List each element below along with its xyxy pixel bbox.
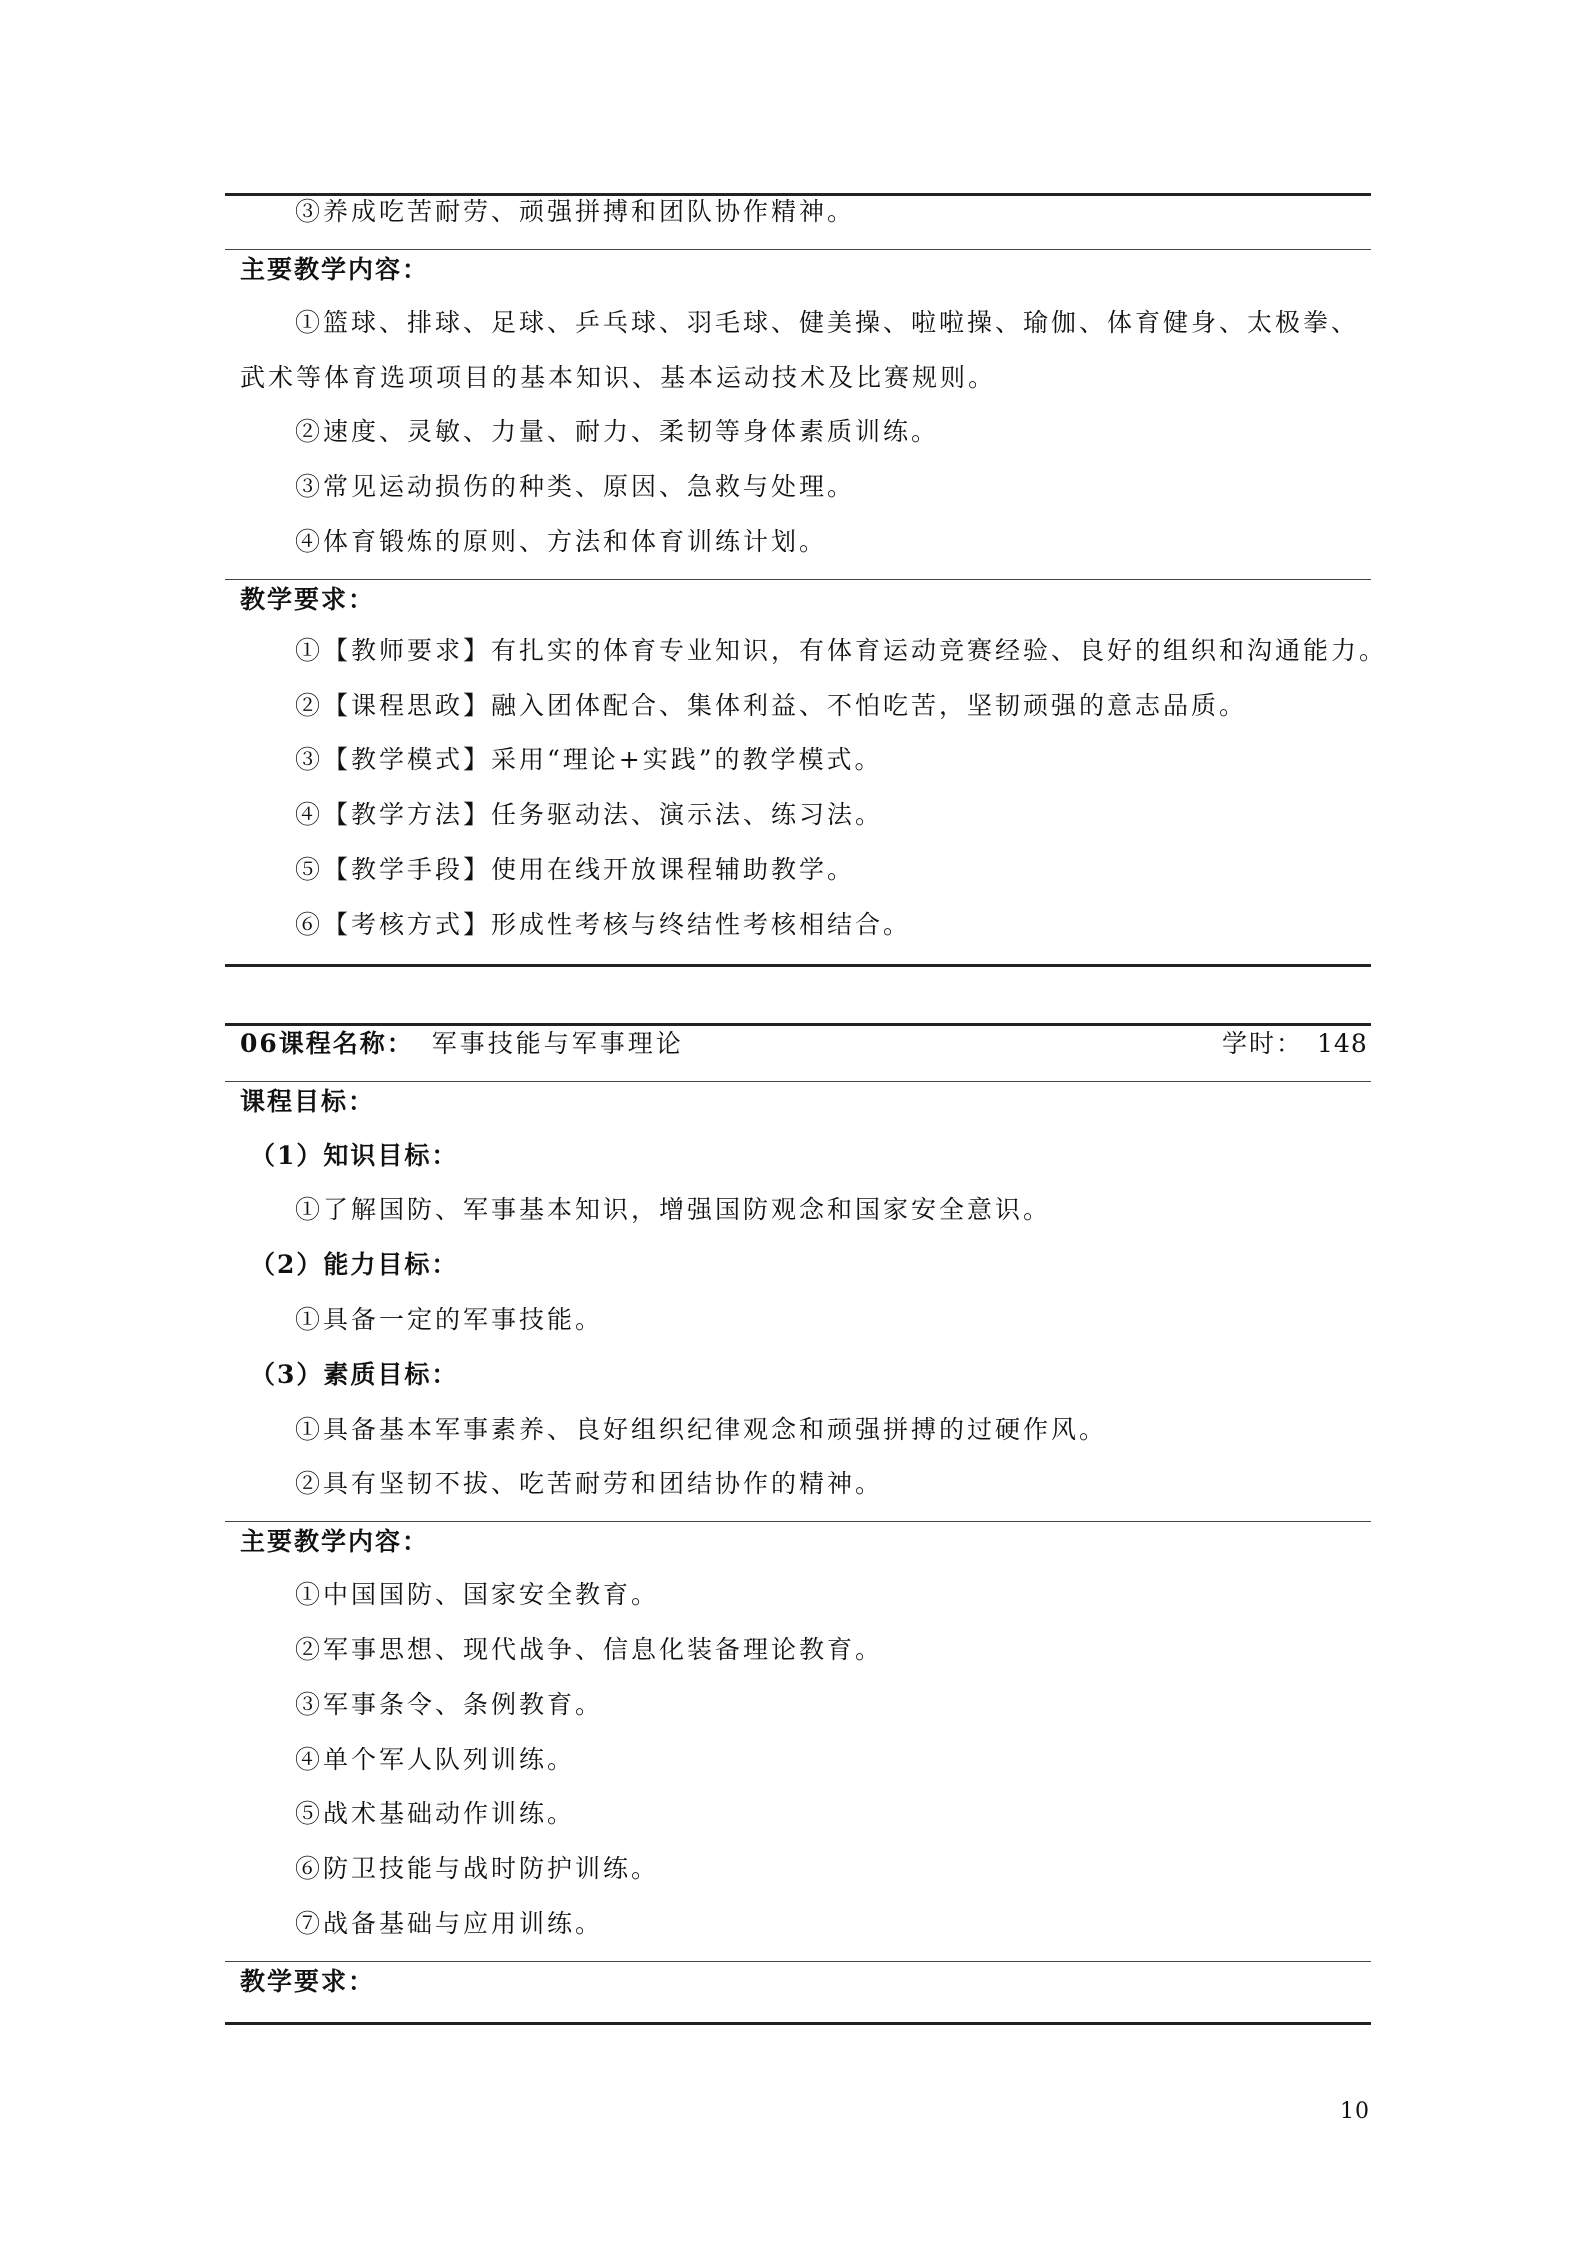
quality-goal-item: ②具有坚韧不拔、吃苦耐劳和团结协作的精神。	[295, 1469, 884, 1498]
page-number: 10	[1340, 2099, 1370, 2124]
hours-label: 学时：	[1222, 1029, 1304, 1058]
divider	[225, 579, 1371, 580]
divider	[225, 1961, 1371, 1962]
content-heading: 主要教学内容：	[240, 1527, 430, 1556]
requirement-item: ①【教师要求】有扎实的体育专业知识，有体育运动竞赛经验、良好的组织和沟通能力。	[295, 636, 1388, 665]
course-hours	[1222, 1027, 1368, 1061]
content-heading: 主要教学内容：	[240, 255, 430, 284]
requirement-item: ⑤【教学手段】使用在线开放课程辅助教学。	[295, 855, 856, 884]
content-item: ③军事条令、条例教育。	[295, 1690, 604, 1719]
course-title	[240, 1027, 684, 1061]
content-item-continuation: 武术等体育选项项目的基本知识、基本运动技术及比赛规则。	[240, 363, 997, 392]
ability-goals-heading: （2）能力目标：	[250, 1250, 459, 1279]
content-item: ①中国国防、国家安全教育。	[295, 1580, 660, 1609]
quality-goal-item: ①具备基本军事素养、良好组织纪律观念和顽强拼搏的过硬作风。	[295, 1415, 1108, 1444]
content-item: ⑤战术基础动作训练。	[295, 1799, 576, 1828]
hours-value: 148	[1317, 1029, 1368, 1058]
quality-goals-heading: （3）素质目标：	[250, 1360, 459, 1389]
top-border	[225, 1023, 1371, 1026]
requirement-item: ②【课程思政】融入团体配合、集体利益、不怕吃苦，坚韧顽强的意志品质。	[295, 691, 1248, 720]
content-item: ⑥防卫技能与战时防护训练。	[295, 1854, 660, 1883]
bottom-border	[225, 964, 1371, 967]
content-item: ①篮球、排球、足球、乒乓球、羽毛球、健美操、啦啦操、瑜伽、体育健身、太极拳、	[295, 308, 1360, 337]
requirements-heading: 教学要求：	[240, 1967, 376, 1996]
bottom-border	[225, 2022, 1371, 2025]
goal-item: ③养成吃苦耐劳、顽强拼搏和团队协作精神。	[295, 197, 856, 226]
requirements-heading: 教学要求：	[240, 585, 376, 614]
divider	[225, 1081, 1371, 1082]
content-item: ⑦战备基础与应用训练。	[295, 1909, 604, 1938]
requirement-item: ⑥【考核方式】形成性考核与终结性考核相结合。	[295, 910, 912, 939]
requirement-item: ④【教学方法】任务驱动法、演示法、练习法。	[295, 800, 884, 829]
knowledge-goal-item: ①了解国防、军事基本知识，增强国防观念和国家安全意识。	[295, 1195, 1052, 1224]
content-item: ④单个军人队列训练。	[295, 1745, 576, 1774]
knowledge-goals-heading: （1）知识目标：	[250, 1141, 459, 1170]
goals-heading: 课程目标：	[240, 1087, 376, 1116]
course-title-value: 军事技能与军事理论	[431, 1029, 684, 1058]
ability-goal-item: ①具备一定的军事技能。	[295, 1305, 604, 1334]
course-title-label: 06课程名称：	[240, 1029, 414, 1058]
requirement-item: ③【教学模式】采用“理论+实践”的教学模式。	[295, 745, 883, 774]
content-item: ④体育锻炼的原则、方法和体育训练计划。	[295, 527, 828, 556]
divider	[225, 249, 1371, 250]
divider	[225, 1521, 1371, 1522]
content-item: ②速度、灵敏、力量、耐力、柔韧等身体素质训练。	[295, 417, 940, 446]
content-item: ③常见运动损伤的种类、原因、急救与处理。	[295, 472, 856, 501]
content-item: ②军事思想、现代战争、信息化装备理论教育。	[295, 1635, 884, 1664]
